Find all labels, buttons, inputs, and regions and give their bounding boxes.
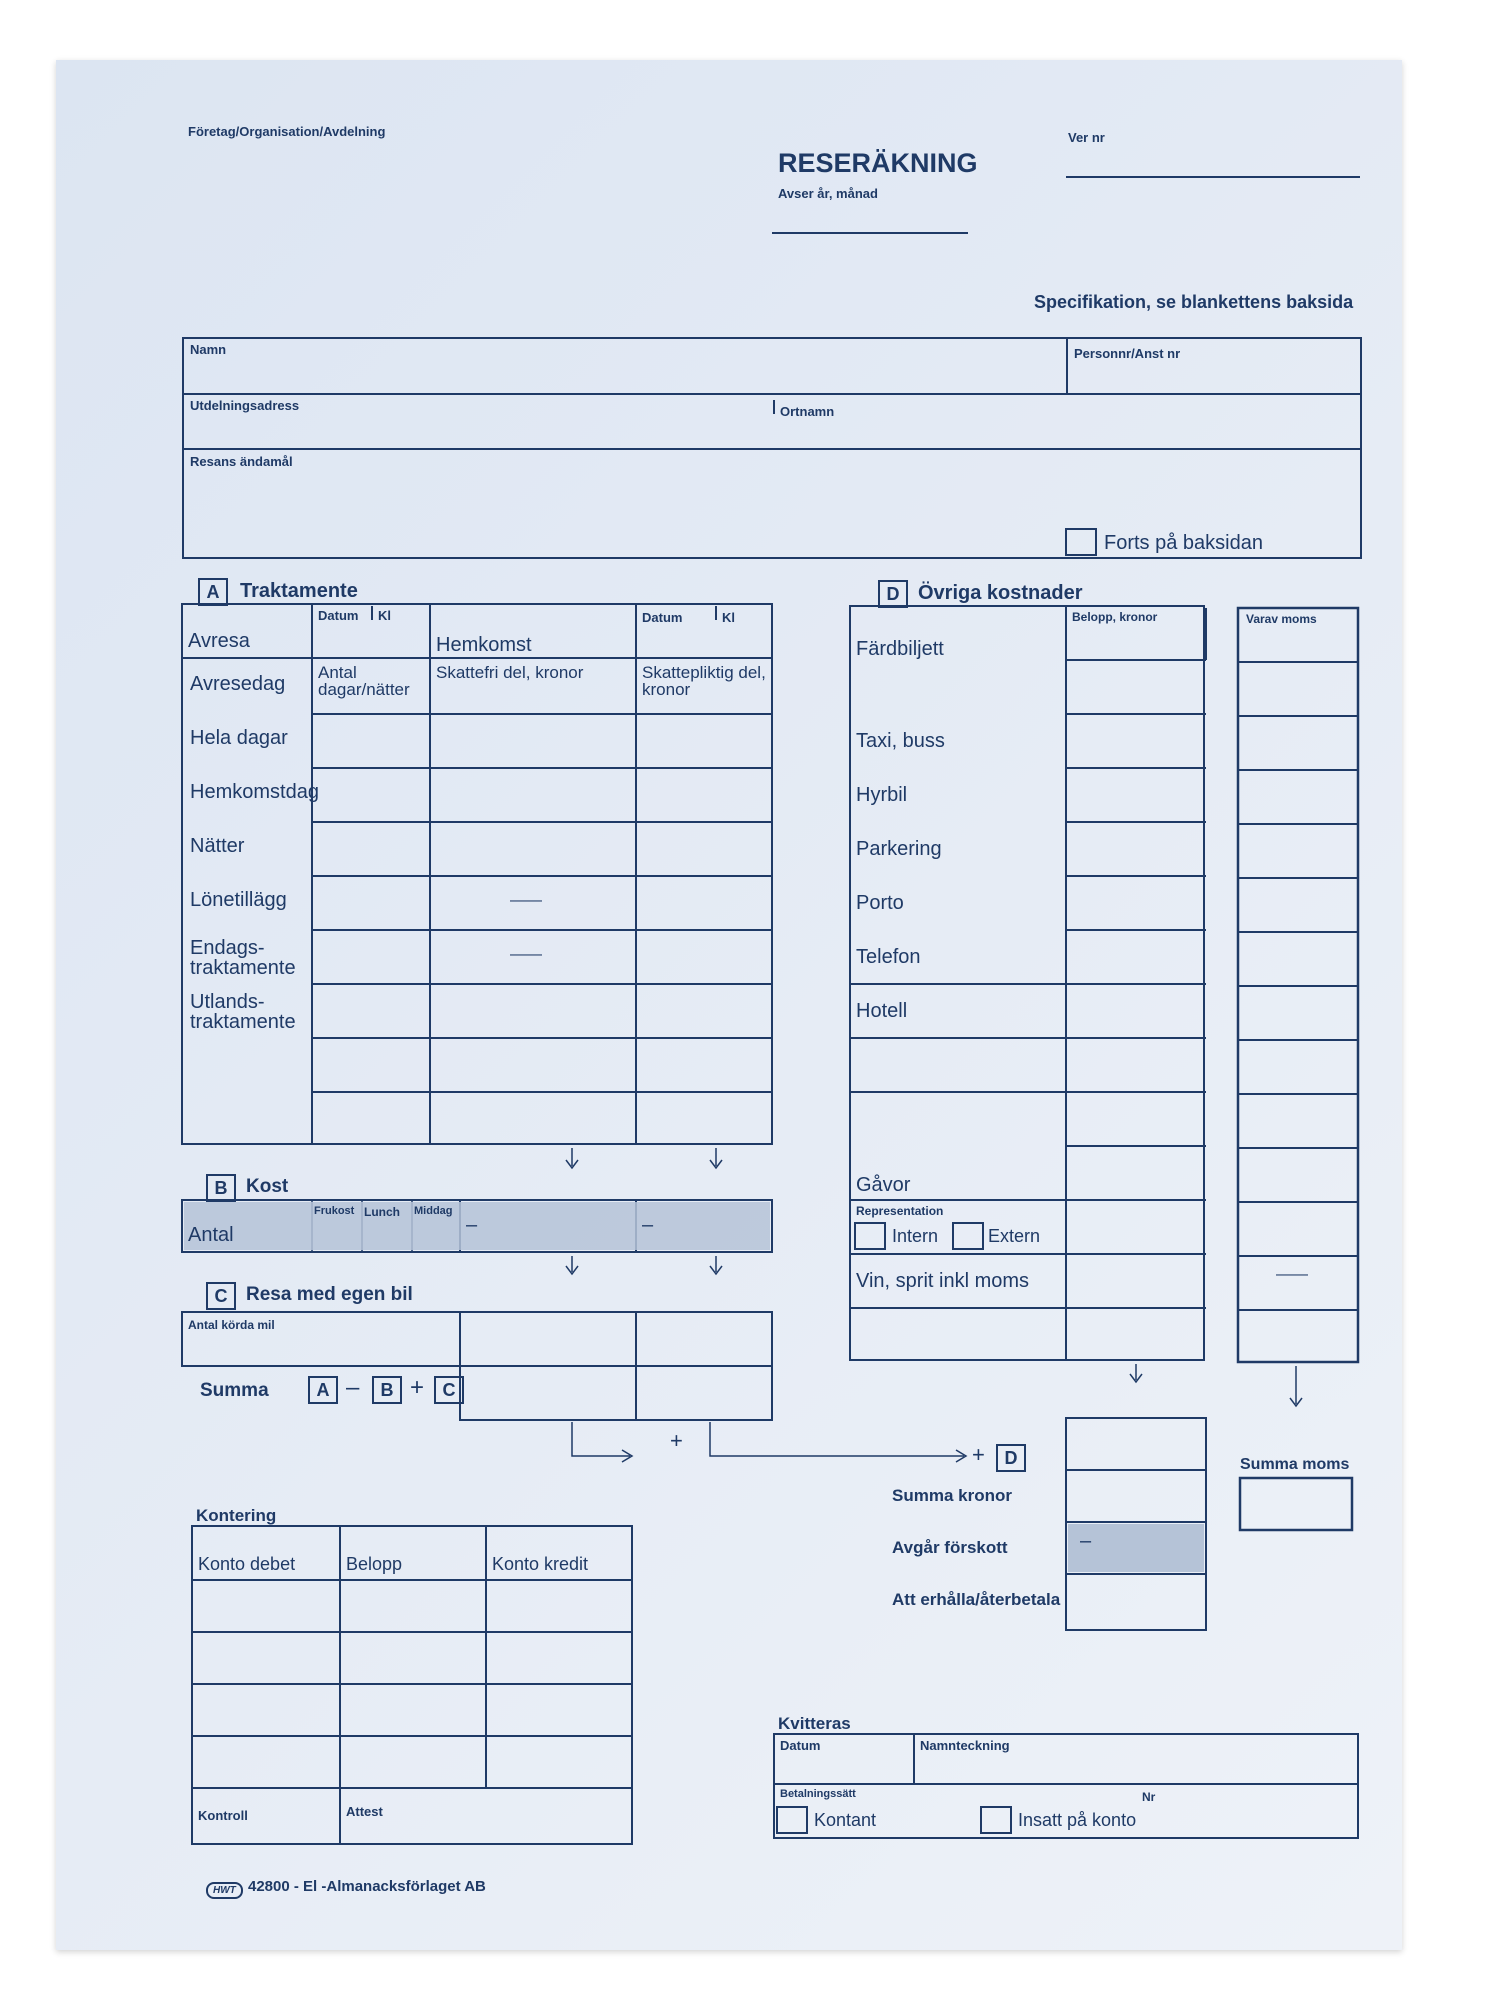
- taxfree-field[interactable]: [432, 824, 634, 872]
- other-cost-row-label: Porto: [856, 892, 904, 914]
- intern-checkbox[interactable]: [854, 1222, 886, 1250]
- taxfree-field[interactable]: [432, 662, 634, 710]
- cost-vat-field[interactable]: [1240, 826, 1356, 876]
- other-cost-row-label: Telefon: [856, 946, 921, 968]
- credit-account-field[interactable]: [488, 1634, 630, 1682]
- summa-plus: +: [410, 1374, 425, 1401]
- departure-label: Avresa: [188, 630, 250, 652]
- kost-taxable-minus: –: [642, 1214, 654, 1236]
- section-a-title: Traktamente: [240, 580, 358, 602]
- vat-sum-field[interactable]: [1242, 1480, 1350, 1528]
- days-field[interactable]: [314, 986, 428, 1034]
- taxable-field[interactable]: [638, 716, 770, 764]
- attest-field[interactable]: [344, 1822, 628, 1842]
- traktamente-row-label: Nätter: [190, 835, 245, 857]
- lunch-label: Lunch: [364, 1205, 400, 1219]
- summa-taxfree-field[interactable]: [462, 1368, 634, 1418]
- cost-vat-field[interactable]: [1240, 880, 1356, 930]
- connector-plus: +: [670, 1428, 683, 1453]
- days-field[interactable]: [314, 716, 428, 764]
- departure-field[interactable]: [314, 622, 426, 654]
- kost-count-label: Antal: [188, 1224, 234, 1246]
- kontering-amount-label: Belopp: [346, 1554, 403, 1574]
- signature-label: Namnteckning: [920, 1738, 1010, 1753]
- days-field[interactable]: [314, 662, 428, 710]
- d-vat-label: Varav moms: [1246, 612, 1317, 626]
- dinner-label: Middag: [414, 1205, 453, 1217]
- taxfree-field[interactable]: [432, 1040, 634, 1088]
- control-label: Kontroll: [198, 1808, 248, 1823]
- traktamente-row-label: Utlands- traktamente: [190, 991, 296, 1033]
- dinner-count-field[interactable]: [414, 1222, 458, 1248]
- sum-kronor-label: Summa kronor: [892, 1486, 1012, 1505]
- other-cost-row-label: Hotell: [856, 1000, 908, 1022]
- cost-amount-field[interactable]: [1068, 1202, 1204, 1252]
- other-cost-row-label: Parkering: [856, 838, 942, 860]
- account-checkbox[interactable]: [980, 1806, 1012, 1834]
- cost-vat-field[interactable]: [1240, 1150, 1356, 1200]
- kvitt-date-field[interactable]: [778, 1754, 910, 1782]
- cost-amount-field[interactable]: [1068, 1256, 1204, 1306]
- cost-vat-field[interactable]: [1240, 988, 1356, 1038]
- kontering-amount-field[interactable]: [342, 1686, 484, 1734]
- taxable-field[interactable]: [638, 770, 770, 818]
- debit-account-field[interactable]: [194, 1582, 338, 1630]
- cost-vat-field[interactable]: [1240, 718, 1356, 768]
- signature-field[interactable]: [918, 1754, 1354, 1782]
- breakfast-count-field[interactable]: [314, 1222, 360, 1248]
- summa-b-letter: B: [372, 1376, 402, 1404]
- taxfree-field[interactable]: [432, 986, 634, 1034]
- name-label: Namn: [190, 342, 227, 357]
- payout-label: Att erhålla/återbetala: [892, 1590, 1061, 1609]
- col-taxfree-label: Skattefri del, kronor: [436, 663, 584, 682]
- credit-label: Konto kredit: [492, 1554, 589, 1574]
- summa-c-letter: C: [434, 1376, 464, 1404]
- col-taxable-label: Skattepliktig del, kronor: [642, 663, 766, 699]
- debit-account-field[interactable]: [194, 1634, 338, 1682]
- section-c-title: Resa med egen bil: [246, 1284, 413, 1305]
- cost-vat-field[interactable]: [1240, 612, 1356, 662]
- taxable-field[interactable]: [638, 932, 770, 980]
- cost-amount-field[interactable]: [1068, 1148, 1204, 1198]
- debit-label: Konto debet: [198, 1554, 296, 1574]
- return-field[interactable]: [638, 624, 768, 654]
- cost-amount-field[interactable]: [1068, 716, 1204, 766]
- other-cost-row-label: Färdbiljett: [856, 638, 944, 660]
- org-label: Företag/Organisation/Avdelning: [188, 124, 386, 139]
- taxfree-dash: ——: [510, 892, 542, 909]
- form-title: RESERÄKNING: [778, 148, 978, 178]
- advance-label: Avgår förskott: [892, 1538, 1008, 1557]
- other-cost-row-label: Vin, sprit inkl moms: [856, 1270, 1030, 1292]
- cash-label: Kontant: [814, 1810, 877, 1830]
- cost-amount-field[interactable]: [1068, 986, 1204, 1036]
- address-label: Utdelningsadress: [190, 398, 300, 413]
- advance-minus: –: [1080, 1530, 1092, 1552]
- kvitt-date-label: Datum: [780, 1738, 821, 1753]
- travel-expense-form: [56, 60, 1402, 1950]
- kontering-amount-field[interactable]: [342, 1738, 484, 1786]
- representation-label: Representation: [856, 1204, 944, 1218]
- cost-amount-field[interactable]: [1068, 1040, 1204, 1090]
- col-days-label: Antal dagar/nätter: [318, 663, 410, 699]
- taxfree-field[interactable]: [432, 716, 634, 764]
- cost-amount-field[interactable]: [1068, 1094, 1204, 1144]
- taxfree-dash: ——: [510, 946, 542, 963]
- other-cost-row-label: Hyrbil: [856, 784, 908, 806]
- days-field[interactable]: [314, 770, 428, 818]
- cost-amount-field[interactable]: [1068, 662, 1204, 712]
- taxable-field[interactable]: [638, 824, 770, 872]
- d-amount-label: Belopp, kronor: [1072, 610, 1158, 624]
- days-field[interactable]: [314, 824, 428, 872]
- continued-label: Forts på baksidan: [1104, 532, 1263, 554]
- payment-label: Betalningssätt: [780, 1788, 856, 1800]
- extern-checkbox[interactable]: [952, 1222, 984, 1250]
- miles-field[interactable]: [186, 1334, 456, 1362]
- kost-taxfree-minus: –: [466, 1214, 478, 1236]
- plus-d-sign: +: [972, 1442, 985, 1467]
- attest-label: Attest: [346, 1804, 383, 1819]
- summa-a-letter: A: [308, 1376, 338, 1404]
- section-c-letter: C: [206, 1282, 236, 1310]
- credit-account-field[interactable]: [488, 1686, 630, 1734]
- return-label: Hemkomst: [436, 634, 532, 656]
- section-a-letter: A: [198, 578, 228, 606]
- cost-amount-field[interactable]: [1068, 770, 1204, 820]
- other-cost-row-label: Taxi, buss: [856, 730, 945, 752]
- taxfree-field[interactable]: [432, 770, 634, 818]
- control-field[interactable]: [196, 1822, 336, 1842]
- purpose-label: Resans ändamål: [190, 454, 293, 469]
- cost-vat-field[interactable]: [1240, 1096, 1356, 1146]
- kontering-title: Kontering: [196, 1506, 277, 1525]
- person-id-label: Personnr/Anst nr: [1074, 346, 1181, 361]
- taxable-field[interactable]: [638, 986, 770, 1034]
- nr-label: Nr: [1142, 1790, 1156, 1804]
- account-label: Insatt på konto: [1018, 1810, 1137, 1830]
- summa-minus: –: [346, 1374, 360, 1401]
- cost-vat-field[interactable]: [1240, 664, 1356, 714]
- publisher-logo: HWT: [206, 1882, 243, 1899]
- ver-label: Ver nr: [1068, 130, 1105, 145]
- summa-taxable-field[interactable]: [638, 1368, 770, 1418]
- breakfast-label: Frukost: [314, 1205, 355, 1217]
- extern-label: Extern: [988, 1226, 1041, 1246]
- days-field[interactable]: [314, 878, 428, 926]
- miles-label: Antal körda mil: [188, 1318, 275, 1332]
- departure-date-label: Datum: [318, 608, 359, 623]
- cost-vat-field[interactable]: [1240, 1042, 1356, 1092]
- traktamente-row-label: Lönetillägg: [190, 889, 287, 911]
- footer-text: 42800 - El -Almanacksförlaget AB: [248, 1878, 486, 1895]
- taxable-field[interactable]: [638, 878, 770, 926]
- cost-vat-field[interactable]: [1240, 934, 1356, 984]
- days-field[interactable]: [314, 1040, 428, 1088]
- spec-note: Specifikation, se blankettens baksida: [1034, 292, 1354, 312]
- cost-vat-field[interactable]: [1240, 1204, 1356, 1254]
- debit-account-field[interactable]: [194, 1686, 338, 1734]
- kontering-amount-field[interactable]: [342, 1634, 484, 1682]
- taxable-field[interactable]: [638, 662, 770, 710]
- traktamente-row-label: Endags- traktamente: [190, 937, 296, 979]
- cost-amount-field[interactable]: [1068, 878, 1204, 928]
- cost-amount-field[interactable]: [1068, 932, 1204, 982]
- plus-d-letter: D: [996, 1444, 1026, 1472]
- kvitteras-title: Kvitteras: [778, 1714, 851, 1733]
- return-time-label: Kl: [722, 610, 735, 625]
- lunch-count-field[interactable]: [364, 1222, 410, 1248]
- credit-account-field[interactable]: [488, 1738, 630, 1786]
- city-label: Ortnamn: [780, 404, 835, 419]
- cash-checkbox[interactable]: [776, 1806, 808, 1834]
- summa-label: Summa: [200, 1380, 269, 1401]
- departure-time-label: Kl: [378, 608, 391, 623]
- traktamente-row-label: Hela dagar: [190, 727, 288, 749]
- intern-label: Intern: [892, 1226, 939, 1246]
- kontering-amount-field[interactable]: [342, 1582, 484, 1630]
- credit-account-field[interactable]: [488, 1582, 630, 1630]
- subtotal-field[interactable]: [1068, 1420, 1204, 1468]
- car-taxable-field[interactable]: [638, 1314, 770, 1364]
- return-date-label: Datum: [642, 610, 683, 625]
- days-field[interactable]: [314, 932, 428, 980]
- section-d-title: Övriga kostnader: [918, 582, 1083, 604]
- car-taxfree-field[interactable]: [462, 1314, 634, 1364]
- cost-vat-field[interactable]: [1240, 772, 1356, 822]
- other-cost-row-label: Gåvor: [856, 1174, 911, 1196]
- section-b-letter: B: [206, 1174, 236, 1202]
- cost-amount-field[interactable]: [1068, 824, 1204, 874]
- cost-amount-field[interactable]: [1068, 610, 1204, 660]
- traktamente-row-label: Hemkomstdag: [190, 781, 319, 803]
- period-label: Avser år, månad: [778, 186, 878, 201]
- payout-field[interactable]: [1068, 1576, 1204, 1628]
- sum-kronor-field[interactable]: [1068, 1472, 1204, 1520]
- section-d-letter: D: [878, 580, 908, 608]
- vat-wine-dash: ——: [1276, 1266, 1308, 1283]
- debit-account-field[interactable]: [194, 1738, 338, 1786]
- traktamente-row-label: Avresedag: [190, 673, 286, 695]
- section-b-title: Kost: [246, 1176, 289, 1197]
- vat-sum-label: Summa moms: [1240, 1456, 1350, 1473]
- taxable-field[interactable]: [638, 1040, 770, 1088]
